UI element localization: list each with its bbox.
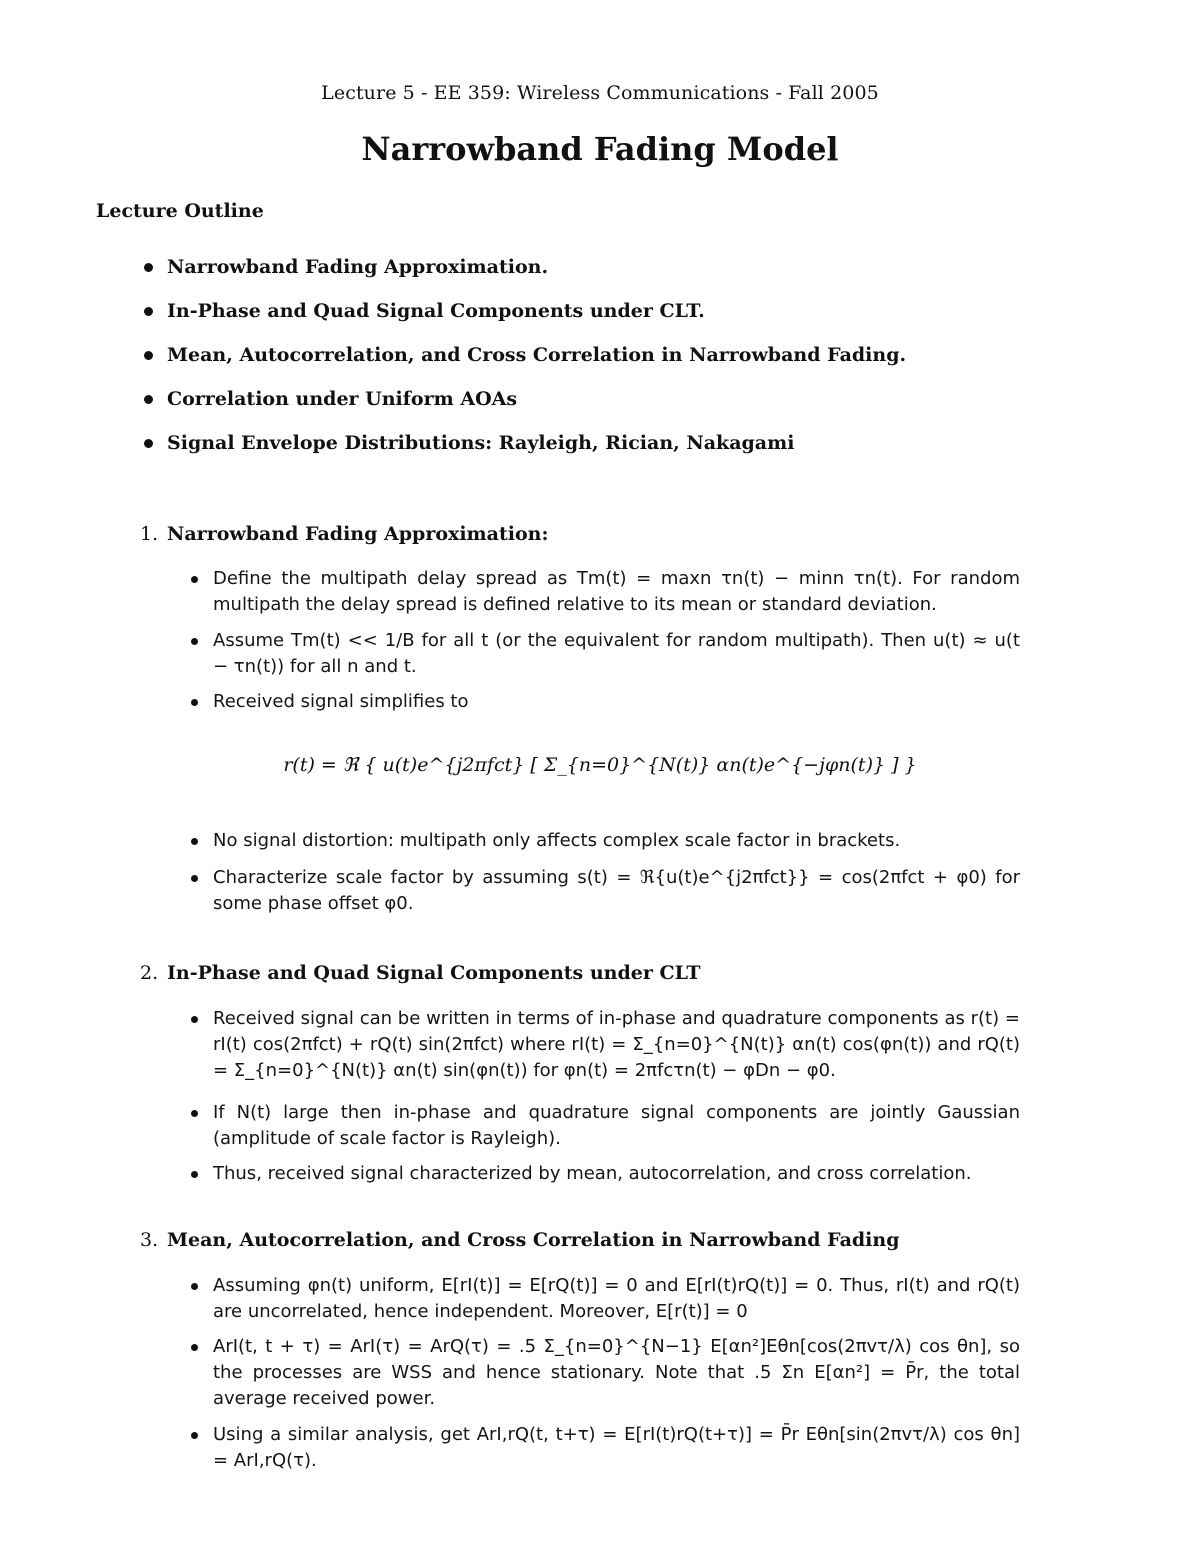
bullet-item: If N(t) large then in-phase and quadrature signal components are jointly Gaussian (amplitude of scale factor is Rayleigh). bbox=[190, 1100, 1020, 1152]
outline-heading: Lecture Outline bbox=[96, 200, 264, 222]
bullet-dot-icon bbox=[144, 395, 153, 404]
bullet-dot-icon bbox=[144, 439, 153, 448]
bullet-dot-icon bbox=[191, 1432, 198, 1439]
bullet-dot-icon bbox=[144, 307, 153, 316]
section-2-bullets bbox=[190, 1006, 1020, 1084]
outline-item: Signal Envelope Distributions: Rayleigh, Rician, Nakagami bbox=[140, 430, 1100, 474]
section-number: 1. bbox=[140, 523, 159, 545]
section-number: 2. bbox=[140, 962, 159, 984]
bullet-dot-icon bbox=[144, 351, 153, 360]
section-3-bullets bbox=[190, 1273, 1020, 1325]
bullet-item: No signal distortion: multipath only affects complex scale factor in brackets. bbox=[190, 828, 1020, 854]
outline-item: In-Phase and Quad Signal Components under CLT. bbox=[140, 298, 1100, 342]
bullet-item: Characterize scale factor by assuming s(t) = ℜ{u(t)e^{j2πfct}} = cos(2πfct + φ0) for some phase offset φ0. bbox=[190, 865, 1020, 917]
bullet-dot-icon bbox=[191, 1344, 198, 1351]
bullet-dot-icon bbox=[191, 699, 198, 706]
bullet-item: Assume Tm(t) << 1/B for all t (or the equivalent for random multipath). Then u(t) ≈ u(t − τn(t)) for all n and t. bbox=[190, 628, 1020, 680]
bullet-item: Define the multipath delay spread as Tm(t) = maxn τn(t) − minn τn(t). For random multipath the delay spread is defined relative to its mean or standard deviation. bbox=[190, 566, 1020, 618]
section-title: Narrowband Fading Approximation: bbox=[167, 523, 549, 545]
section-3-heading bbox=[140, 1227, 1040, 1253]
bullet-dot-icon bbox=[191, 838, 198, 845]
outline-item: Narrowband Fading Approximation. bbox=[140, 254, 1100, 298]
bullet-item: ArI(t, t + τ) = ArI(τ) = ArQ(τ) = .5 Σ_{n=0}^{N−1} E[αn²]Eθn[cos(2πvτ/λ) cos θn], so the processes are WSS and hence stationary. Note that .5 Σn E[αn²] = P̄r, the total average received power. bbox=[190, 1334, 1020, 1412]
bullet-dot-icon bbox=[144, 263, 153, 272]
section-1-bullets-4 bbox=[190, 828, 1020, 854]
bullet-item: Received signal can be written in terms of in-phase and quadrature components as r(t) = rI(t) cos(2πfct) + rQ(t) sin(2πfct) where rI(t) = Σ_{n=0}^{N(t)} αn(t) cos(φn(t)) and rQ(t) = Σ_{n=0}^{N(t)} αn(t) sin(φn(t)) for φn(t) = 2πfcτn(t) − φDn − φ0. bbox=[190, 1006, 1020, 1084]
bullet-dot-icon bbox=[191, 1016, 198, 1023]
bullet-dot-icon bbox=[191, 875, 198, 882]
bullet-item: Received signal simplifies to bbox=[190, 689, 1020, 715]
section-2-bullets-2 bbox=[190, 1100, 1020, 1152]
section-number: 3. bbox=[140, 1229, 159, 1251]
section-3-bullets-3 bbox=[190, 1422, 1020, 1474]
section-1-bullets-3 bbox=[190, 689, 1020, 715]
outline-item: Correlation under Uniform AOAs bbox=[140, 386, 1100, 430]
bullet-dot-icon bbox=[191, 1171, 198, 1178]
bullet-item: Thus, received signal characterized by mean, autocorrelation, and cross correlation. bbox=[190, 1161, 1020, 1187]
bullet-dot-icon bbox=[191, 1283, 198, 1290]
page-title: Narrowband Fading Model bbox=[361, 130, 839, 168]
section-3-bullets-2 bbox=[190, 1334, 1020, 1412]
section-1-bullets-5 bbox=[190, 865, 1020, 917]
bullet-dot-icon bbox=[191, 1110, 198, 1117]
section-title: In-Phase and Quad Signal Components under CLT bbox=[167, 962, 701, 984]
bullet-item: Using a similar analysis, get ArI,rQ(t, t+τ) = E[rI(t)rQ(t+τ)] = P̄r Eθn[sin(2πvτ/λ) cos θn] = ArI,rQ(τ). bbox=[190, 1422, 1020, 1474]
section-1-bullets-2 bbox=[190, 628, 1020, 680]
received-signal-equation: r(t) = ℜ { u(t)e^{j2πfct} [ Σ_{n=0}^{N(t)} αn(t)e^{−jφn(t)} ] } bbox=[283, 754, 917, 776]
outline-item: Mean, Autocorrelation, and Cross Correlation in Narrowband Fading. bbox=[140, 342, 1100, 386]
bullet-dot-icon bbox=[191, 576, 198, 583]
section-title: Mean, Autocorrelation, and Cross Correlation in Narrowband Fading bbox=[167, 1229, 900, 1251]
section-1-heading bbox=[140, 521, 1040, 547]
section-2-bullets-3 bbox=[190, 1161, 1020, 1187]
section-1-bullets bbox=[190, 566, 1020, 618]
bullet-dot-icon bbox=[191, 638, 198, 645]
bullet-item: Assuming φn(t) uniform, E[rI(t)] = E[rQ(t)] = 0 and E[rI(t)rQ(t)] = 0. Thus, rI(t) and rQ(t) are uncorrelated, hence independent. Moreover, E[r(t)] = 0 bbox=[190, 1273, 1020, 1325]
section-2-heading bbox=[140, 960, 1040, 986]
outline-list bbox=[140, 254, 1100, 474]
course-header: Lecture 5 - EE 359: Wireless Communications - Fall 2005 bbox=[321, 82, 879, 104]
